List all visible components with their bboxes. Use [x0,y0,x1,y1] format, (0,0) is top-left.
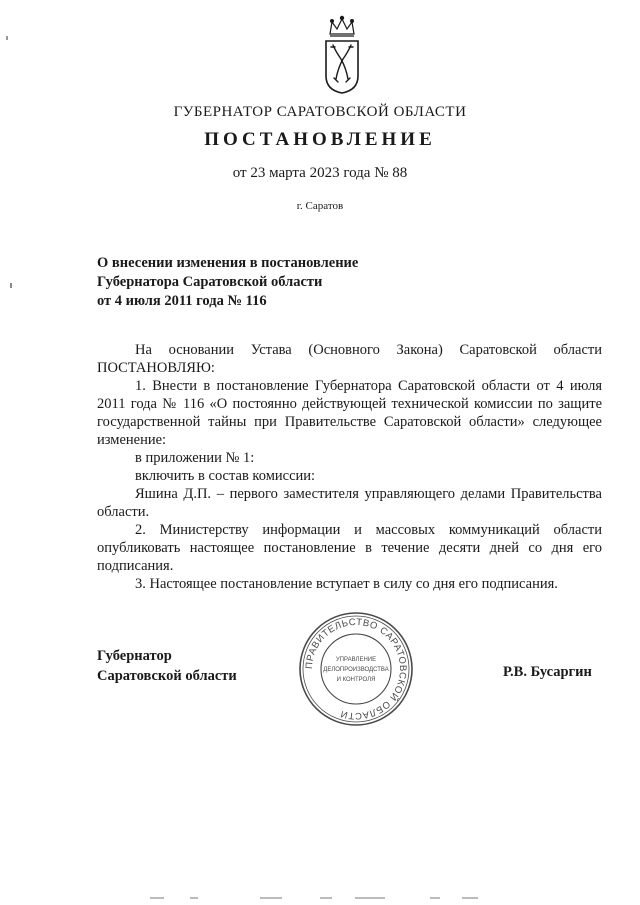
stamp-center-line: УПРАВЛЕНИЕ [335,657,377,663]
subject-line: Губернатора Саратовской области [97,274,323,290]
item-1-line: 2011 года № 116 «О постоянно действующей технической комиссии по защите [97,396,602,412]
item-2-line: опубликовать настоящее постановление в течение десяти дней со дня его [97,540,602,556]
scan-noise [150,896,480,900]
stamp-ring-text: ПРАВИТЕЛЬСТВО САРАТОВСКОЙ ОБЛАСТИ [303,616,409,722]
document-date-number: от 23 марта 2023 года № 88 [232,165,408,181]
official-stamp [298,611,414,727]
margin-mark [6,36,8,40]
coat-of-arms-icon [320,14,364,94]
document-type: ПОСТАНОВЛЕНИЕ [204,129,436,150]
document-city: г. Саратов [296,200,344,212]
document-body [97,341,602,593]
document-subject [97,254,358,311]
stamp-center-line: И КОНТРОЛЯ [336,677,376,683]
item-1-member-line: области. [97,504,150,520]
item-2-line: подписания. [97,558,174,574]
item-1-line: изменение: [97,432,167,448]
signatory-position [97,646,237,686]
preamble-line: На основании Устава (Основного Закона) Саратовской области [135,342,602,358]
position-line: Губернатор [97,648,172,664]
item-2-line: 2. Министерству информации и массовых коммуникаций области [135,522,602,538]
stamp-center-line: ДЕЛОПРОИЗВОДСТВА [323,667,389,673]
item-1-sub-line: в приложении № 1: [135,450,255,466]
preamble-line: ПОСТАНОВЛЯЮ: [97,360,215,376]
item-1-sub-line: включить в состав комиссии: [135,468,316,484]
subject-line: от 4 июля 2011 года № 116 [97,293,267,309]
item-1-line: 1. Внести в постановление Губернатора Саратовской области от 4 июля [135,378,602,394]
issuing-authority: ГУБЕРНАТОР САРАТОВСКОЙ ОБЛАСТИ [173,104,467,120]
item-3-line: 3. Настоящее постановление вступает в силу со дня его подписания. [135,576,558,592]
subject-line: О внесении изменения в постановление [97,255,359,271]
item-1-line: государственной тайны при Правительстве Саратовской области» следующее [97,414,602,430]
item-1-member-line: Яшина Д.П. – первого заместителя управляющего делами Правительства [135,486,602,502]
margin-mark [10,283,12,288]
signatory-name: Р.В. Бусаргин [503,664,592,680]
position-line: Саратовской области [97,668,237,684]
